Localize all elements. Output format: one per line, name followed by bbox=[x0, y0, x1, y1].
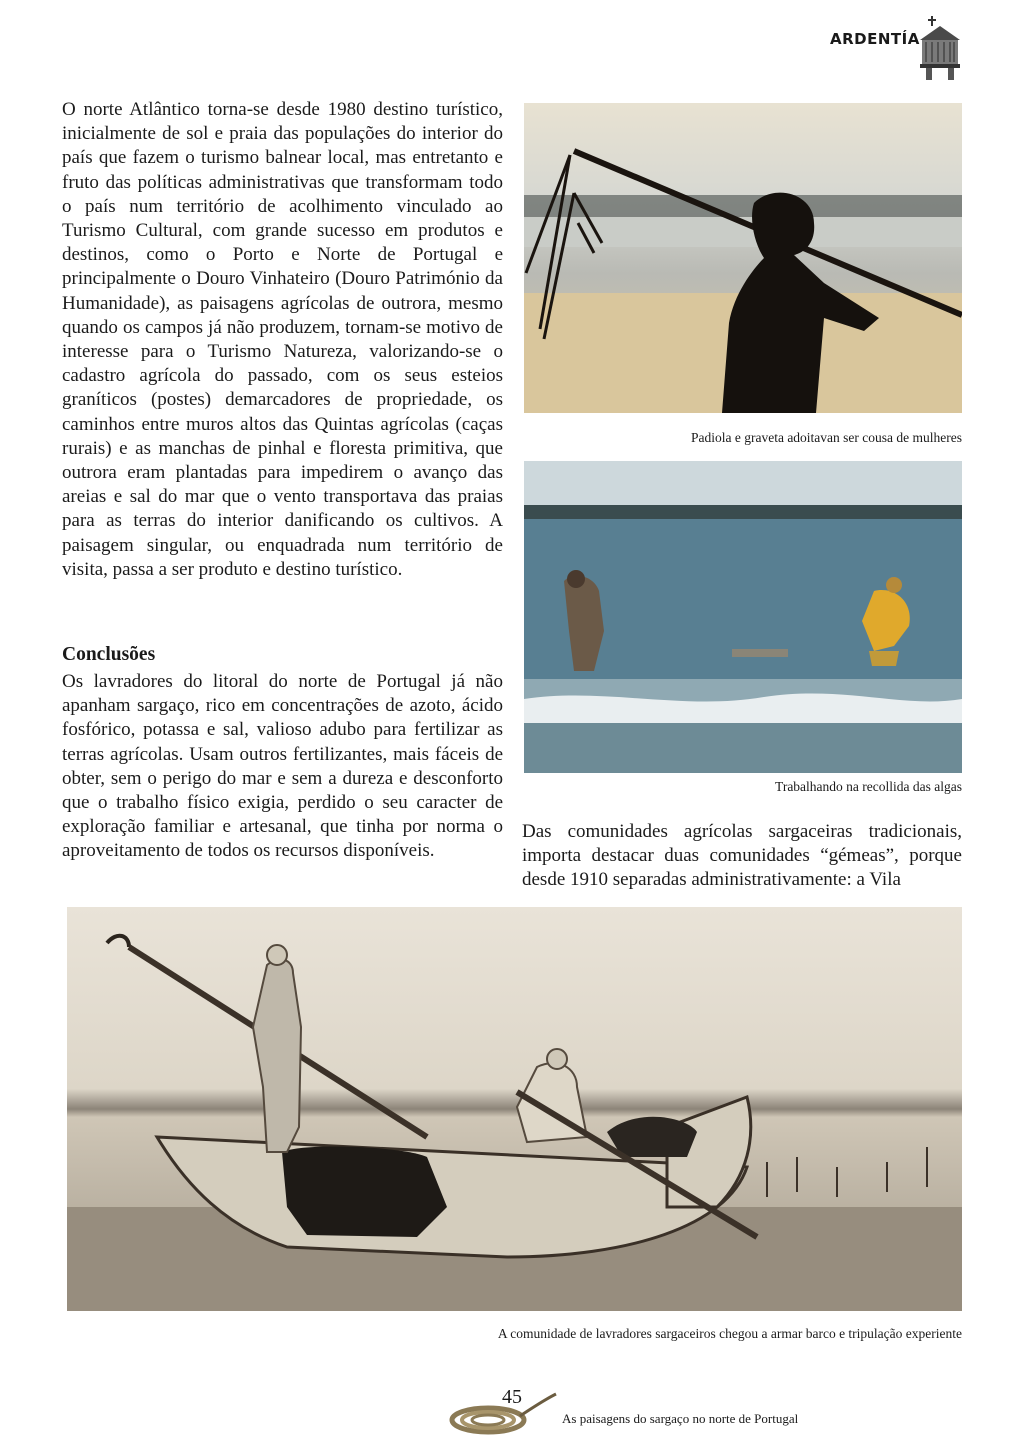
photo-seaweed-gatherers bbox=[524, 461, 962, 773]
footer-publication-title: As paisagens do sargaço no norte de Portugal bbox=[562, 1411, 799, 1426]
granary-logo-icon bbox=[914, 14, 966, 84]
conclusions-heading: Conclusões bbox=[62, 644, 156, 665]
page-number: 45 bbox=[502, 1386, 522, 1408]
caption-seaweed-photo: Trabalhando na recollida das algas bbox=[775, 779, 962, 794]
header-title: ARDENTÍA bbox=[830, 30, 920, 48]
caption-boat-photo: A comunidade de lavradores sargaceiros chegou a armar barco e tripulação experiente bbox=[497, 1326, 962, 1341]
intro-paragraph: O norte Atlântico torna-se desde 1980 destino turístico, inicialmente de sol e praia das populações do interior do país que fazem o turismo balnear local, mas entretanto e fruto das políticas administrativas que transformam todo o país num território de acolhimento vinculado ao Turismo Cultural, com grande sucesso em produtos e destinos, como o Porto e Norte de Portugal e principalmente o Douro Vinhateiro (Douro Património da Humanidade), as paisagens agrícolas de outrora, mesmo quando os campos já não produzem, tornam-se motivo de interesse para o Turismo Natureza, valorizando-se o cadastro agrícola do passado, com os seus esteios graníticos (postes) demarcadores de propriedade, os caminhos entre muros altos das Quintas agrícolas (caças rurais) e as manchas de pinhal e floresta primitiva, que outrora eram plantadas para impedirem o avanço das areias e sal do mar que o vento transportava das praias para as terras do interior danificando os cultivos. A paisagem singular, ou enquadrada num território de visita, passa a ser produto e destino turístico. bbox=[62, 99, 503, 580]
caption-rake-photo: Padiola e graveta adoitavan ser cousa de mulheres bbox=[690, 430, 962, 445]
conclusions-paragraph: Os lavradores do litoral do norte de Portugal já não apanham sargaço, rico em concentrações de azoto, ácido fosfórico, potassa e sal, valioso adubo para fertilizar as terras agrícolas. Usam outros fertilizantes, mais fáceis de obter, sem o perigo do mar e sem a dureza e desconforto que o trabalho físico exigia, perdido o seu caracter de exploração familiar e artesanal, que tinha por norma o aproveitamento de todos os recursos disponíveis. bbox=[62, 671, 503, 862]
right-column-paragraph: Das comunidades agrícolas sargaceiras tradicionais, importa destacar duas comunidades “gémeas”, porque desde 1910 separadas administrativamente: a Vila bbox=[522, 821, 962, 891]
photo-seaweed-boat bbox=[67, 907, 962, 1311]
photo-woman-with-rake bbox=[524, 103, 962, 413]
